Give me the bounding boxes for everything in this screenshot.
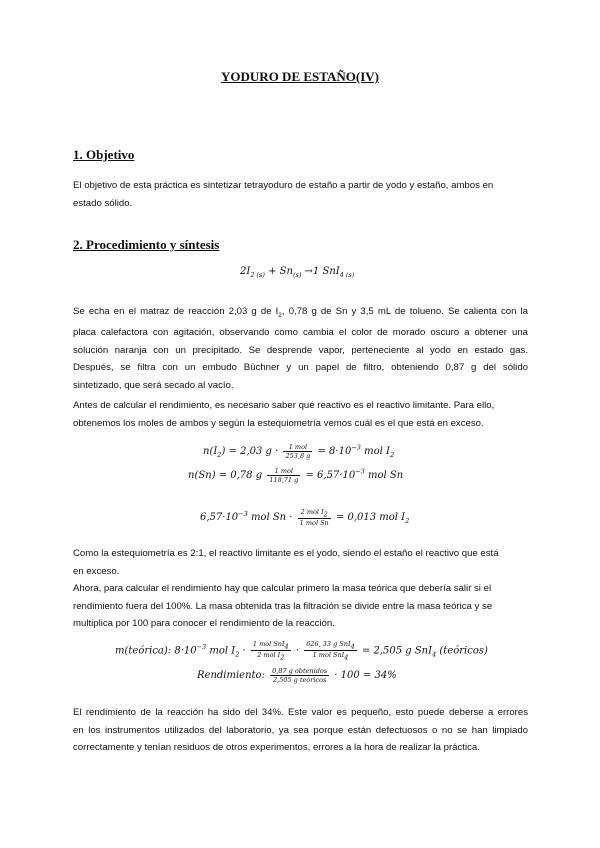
equation-moles-tin: n(Sn) = 0,78 g $\frac{\text{1 mol}}{118,71 g}$ = $6,57\cdot 10^{-3}$ mol Sn <box>188 467 404 484</box>
equation-stoichiometry: $6,57\cdot 10^{-3}$ mol Sn · $\frac{2 mol I_2}{\text{1 mol Sn}}$ = 0,013 mol $I_2$ <box>200 508 410 528</box>
equation-theoretical-mass: m(teórica): $8\cdot 10^{-3}$ mol $I_2$ · $\frac{1 mol SnI_4}{2 mol I_2}$ · $\frac{626, 33 g SnI_4}{1 mol SnI_4}$ = 2,505 g SnI$_4$ (teóricos) <box>115 640 488 662</box>
text-line: Ahora, para calcular el rendimiento hay que calcular primero la masa teórica que debería salir si el <box>73 583 492 594</box>
text-line: El objetivo de esta práctica es sintetizar tetrayoduro de estaño a partir de yodo y estaño, ambos en <box>73 180 494 191</box>
text-line: placa calefactora con agitación, observando como cambia el color de morado oscuro a obtener una <box>73 327 528 339</box>
document-title: YODURO DE ESTAÑO(IV) <box>221 69 379 84</box>
limiting-reagent-paragraph <box>73 397 528 432</box>
text-line: en exceso. <box>73 565 120 577</box>
text-line: multiplica por 100 para conocer el rendimiento de la reacción. <box>73 618 335 629</box>
text-line: Como la estequiometría es 2:1, el reactivo limitante es el yodo, siendo el estaño el reactivo que está <box>73 548 499 559</box>
procedure-paragraph <box>73 303 528 394</box>
text-line: estado sólido. <box>73 197 133 209</box>
text-line: solución naranja con un precipitado. Se desprende vapor, perteneciente al yodo en estado gas. <box>73 344 528 356</box>
text-line: sintetizado, que será secado al vacío. <box>73 379 234 391</box>
section-heading-objetivo: 1. Objetivo <box>73 147 135 162</box>
yield-explanation-paragraph <box>73 545 528 633</box>
text-line: Después, se filtra con un embudo Büchner y un papel de filtro, obteniendo 0,87 g del sólido <box>73 362 528 374</box>
text-line: Antes de calcular el rendimiento, es necesario saber qué reactivo es el reactivo limitante. Para ello, <box>73 400 495 411</box>
text-line: rendimiento fuera del 100%. La masa obtenida tras la filtración se divide entre la masa teórica y se <box>73 600 493 612</box>
section-heading-procedimiento: 2. Procedimiento y síntesis <box>73 237 220 252</box>
text-line: El rendimiento de la reacción ha sido del 34%. Este valor es pequeño, esto puede deberse a errores <box>73 707 528 718</box>
text-line: obtenemos los moles de ambos y según la estequiometría vemos cuál es el que está en exceso. <box>73 417 484 429</box>
equation-yield: Rendimiento: $\frac{\text{0,87 g obtenidos}}{\text{2,505 g teóricos}}$ · 100 = 34% <box>197 667 397 684</box>
text-line: en los instrumentos utilizados del laboratorio, ya sea porque están defectuosos o no se han limpiado <box>73 724 528 736</box>
objective-paragraph <box>73 177 528 212</box>
text-line: correctamente y tenían residuos de otros experimentos, errores a la hora de realizar la práctica. <box>73 742 480 753</box>
conclusion-paragraph <box>73 704 528 757</box>
reaction-equation: $2I_{2 (s)} + Sn_{(s)} \to 1$ SnI$_{4 (s)}$ <box>240 266 355 279</box>
equation-moles-iodine: $n(I_2) = 2,03$ g · $\frac{\text{1 mol}}{253,8 g}$ = $8\cdot 10^{-3}$ mol $I_2$ <box>203 443 395 460</box>
text-line: Se echa en el matraz de reacción 2,03 g de $I_2$, 0,78 g de Sn y 3,5 mL de tolueno. Se calienta con la <box>73 306 528 319</box>
